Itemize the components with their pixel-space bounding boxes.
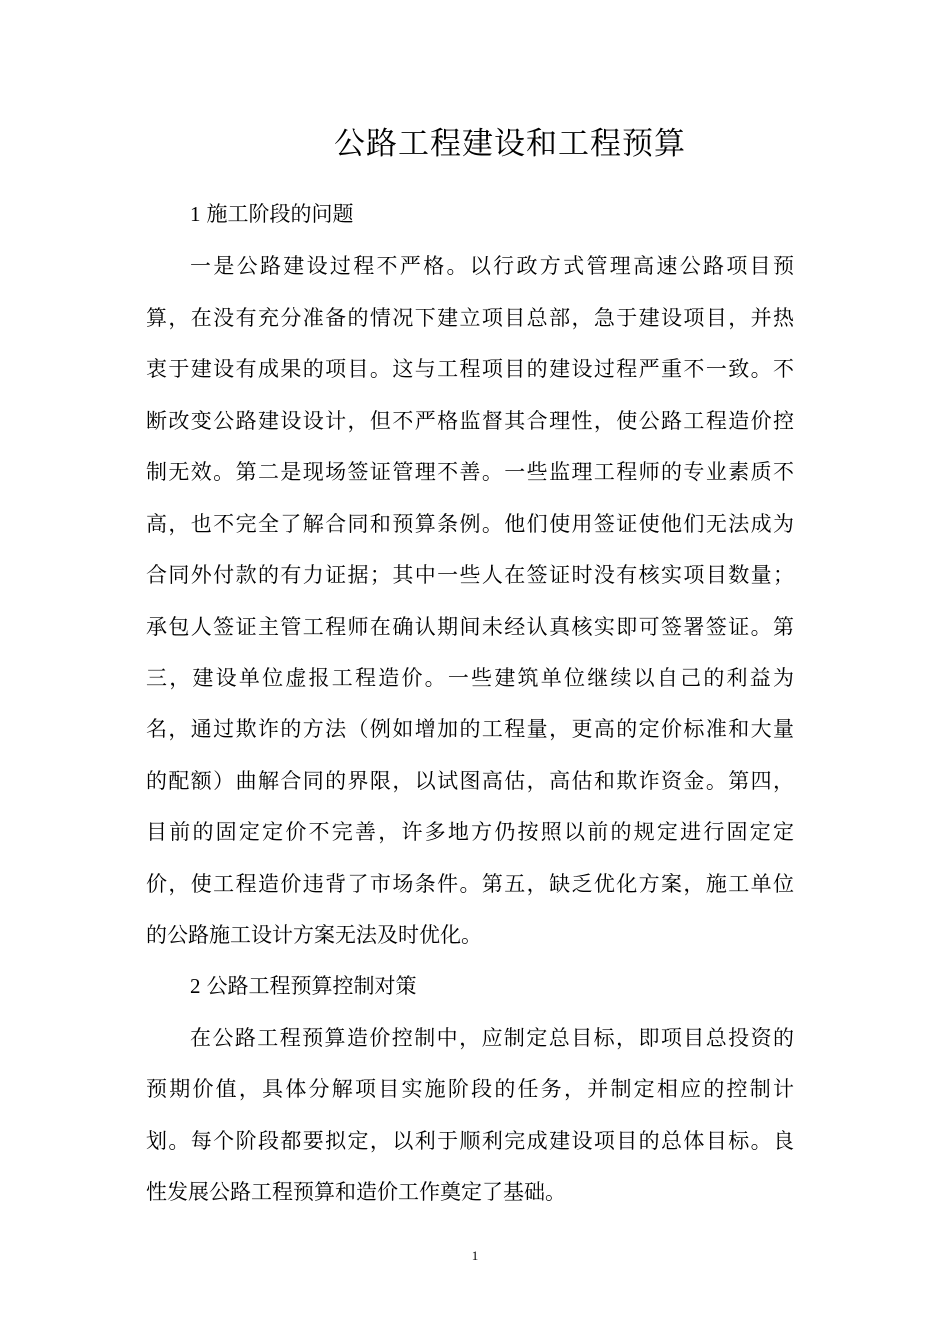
paragraph-line: 名，通过欺诈的方法（例如增加的工程量，更高的定价标准和大量 bbox=[146, 717, 794, 741]
paragraph-line: 合同外付款的有力证据；其中一些人在签证时没有核实项目数量； bbox=[146, 563, 794, 587]
section-heading-text: 施工阶段的问题 bbox=[206, 202, 354, 226]
paragraph-line: 断改变公路建设设计，但不严格监督其合理性，使公路工程造价控 bbox=[146, 409, 794, 433]
paragraph-line: 目前的固定定价不完善，许多地方仍按照以前的规定进行固定定 bbox=[146, 820, 794, 844]
paragraph-line: 的公路施工设计方案无法及时优化。 bbox=[146, 923, 482, 947]
section-heading-1 bbox=[190, 199, 354, 229]
paragraph-line: 算，在没有充分准备的情况下建立项目总部，急于建设项目，并热 bbox=[146, 306, 794, 330]
document-title: 公路工程建设和工程预算 bbox=[334, 126, 686, 162]
section-number: 1 bbox=[190, 202, 201, 226]
section-heading-2 bbox=[190, 971, 417, 1001]
paragraph-line: 价，使工程造价违背了市场条件。第五，缺乏优化方案，施工单位 bbox=[146, 872, 794, 896]
paragraph-line: 预期价值，具体分解项目实施阶段的任务，并制定相应的控制计 bbox=[146, 1077, 794, 1101]
paragraph-line: 制无效。第二是现场签证管理不善。一些监理工程师的专业素质不 bbox=[146, 460, 794, 484]
page-number: 1 bbox=[471, 1248, 479, 1263]
paragraph-line: 在公路工程预算造价控制中，应制定总目标，即项目总投资的 bbox=[190, 1026, 794, 1050]
paragraph-line: 划。每个阶段都要拟定，以利于顺利完成建设项目的总体目标。良 bbox=[146, 1129, 794, 1153]
paragraph-line: 高，也不完全了解合同和预算条例。他们使用签证使他们无法成为 bbox=[146, 512, 794, 536]
paragraph-line: 一是公路建设过程不严格。以行政方式管理高速公路项目预 bbox=[190, 254, 794, 278]
section-heading-text: 公路工程预算控制对策 bbox=[206, 974, 417, 998]
paragraph-line: 性发展公路工程预算和造价工作奠定了基础。 bbox=[146, 1180, 566, 1204]
paragraph-line: 承包人签证主管工程师在确认期间未经认真核实即可签署签证。第 bbox=[146, 615, 794, 639]
paragraph-line: 三，建设单位虚报工程造价。一些建筑单位继续以自己的利益为 bbox=[146, 666, 794, 690]
paragraph-line: 衷于建设有成果的项目。这与工程项目的建设过程严重不一致。不 bbox=[146, 357, 794, 381]
section-number: 2 bbox=[190, 974, 201, 998]
paragraph-line: 的配额）曲解合同的界限，以试图高估，高估和欺诈资金。第四， bbox=[146, 769, 794, 793]
